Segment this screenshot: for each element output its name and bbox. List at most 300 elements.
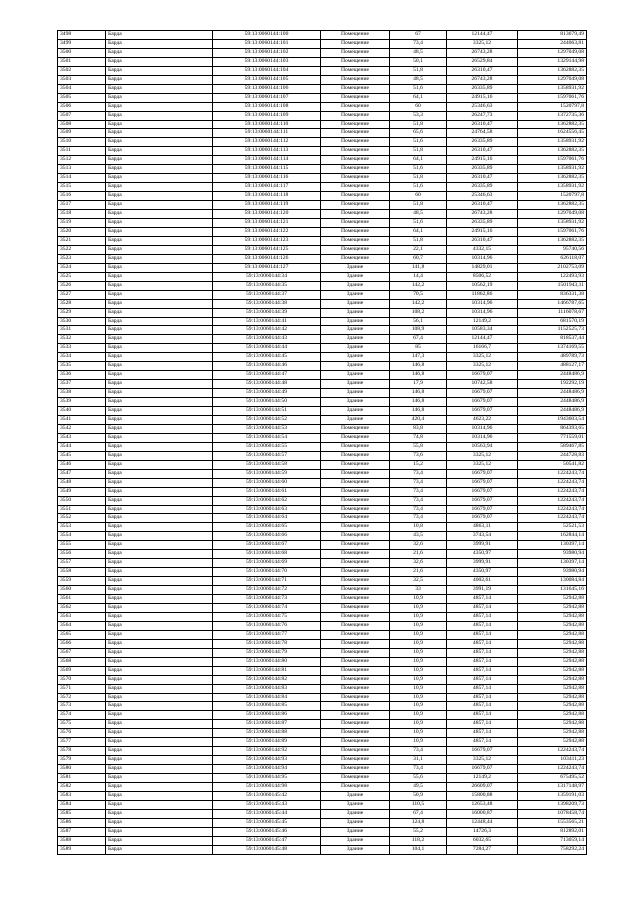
cell-cadastral-value: 681570,19 [518, 317, 587, 326]
cell-object-type: Здание [321, 845, 390, 854]
cell-unit-price: 4857,14 [447, 657, 518, 666]
cell-city: Барда [106, 639, 213, 648]
cell-city: Барда [106, 272, 213, 281]
cell-row-number: 3537 [58, 380, 106, 389]
cell-unit-price: 4857,14 [447, 684, 518, 693]
table-row [58, 380, 587, 389]
cell-area: 10,9 [390, 595, 447, 604]
cell-unit-price: 24915,16 [447, 93, 518, 102]
cell-row-number: 3517 [58, 201, 106, 210]
cell-cadastral-number: 59:13:0060144:54 [213, 433, 321, 442]
cell-unit-price: 3999,91 [447, 559, 518, 568]
cell-cadastral-value: 1297049,08 [518, 210, 587, 219]
table-row [58, 183, 587, 192]
cell-area: 51,6 [390, 84, 447, 93]
cell-unit-price: 10742,58 [447, 380, 518, 389]
cell-unit-price: 4857,14 [447, 711, 518, 720]
cell-cadastral-value: 1224243,74 [518, 487, 587, 496]
cell-unit-price: 16679,07 [447, 478, 518, 487]
cell-cadastral-value: 1362882,35 [518, 236, 587, 245]
table-row [58, 281, 587, 290]
cell-row-number: 3516 [58, 192, 106, 201]
cell-city: Барда [106, 532, 213, 541]
table-row [58, 630, 587, 639]
cell-cadastral-number: 59:13:0060144:106 [213, 84, 321, 93]
cell-cadastral-value: 1597061,76 [518, 93, 587, 102]
cell-row-number: 3543 [58, 433, 106, 442]
cell-cadastral-value: 1152525,73 [518, 326, 587, 335]
cell-area: 108,9 [390, 326, 447, 335]
cell-cadastral-number: 59:13:0060144:55 [213, 442, 321, 451]
cell-unit-price: 24915,16 [447, 156, 518, 165]
table-row [58, 774, 587, 783]
cell-area: 50,9 [390, 792, 447, 801]
cell-area: 32,5 [390, 577, 447, 586]
cell-city: Барда [106, 559, 213, 568]
cell-unit-price: 10314,96 [447, 254, 518, 263]
cell-unit-price: 4857,14 [447, 630, 518, 639]
cell-row-number: 3549 [58, 487, 106, 496]
cell-area: 64,1 [390, 227, 447, 236]
cell-unit-price: 4857,14 [447, 693, 518, 702]
cell-area: 85 [390, 344, 447, 353]
cell-unit-price: 4857,14 [447, 729, 518, 738]
cell-object-type: Здание [321, 818, 390, 827]
cell-row-number: 3545 [58, 451, 106, 460]
cell-unit-price: 3325,12 [447, 39, 518, 48]
property-table [57, 30, 587, 855]
cell-city: Барда [106, 675, 213, 684]
cell-city: Барда [106, 174, 213, 183]
cell-unit-price: 16679,07 [447, 371, 518, 380]
cell-row-number: 3499 [58, 39, 106, 48]
cell-row-number: 3508 [58, 120, 106, 129]
cell-city: Барда [106, 505, 213, 514]
cell-cadastral-number: 59:13:0060145:47 [213, 836, 321, 845]
table-row [58, 57, 587, 66]
cell-object-type: Помещение [321, 765, 390, 774]
cell-cadastral-number: 59:13:0060144:116 [213, 174, 321, 183]
cell-row-number: 3560 [58, 586, 106, 595]
cell-unit-price: 10314,96 [447, 433, 518, 442]
cell-city: Барда [106, 451, 213, 460]
cell-cadastral-number: 59:13:0060144:52 [213, 415, 321, 424]
cell-unit-price: 12144,47 [447, 31, 518, 40]
cell-cadastral-number: 59:13:0060144:120 [213, 210, 321, 219]
cell-cadastral-value: 130397,14 [518, 541, 587, 550]
cell-cadastral-value: 1624556,45 [518, 129, 587, 138]
cell-area: 141,8 [390, 263, 447, 272]
cell-area: 49,5 [390, 783, 447, 792]
cell-cadastral-value: 52942,88 [518, 612, 587, 621]
cell-area: 10,9 [390, 604, 447, 613]
cell-city: Барда [106, 568, 213, 577]
cell-object-type: Помещение [321, 514, 390, 523]
cell-area: 73,6 [390, 451, 447, 460]
cell-cadastral-number: 59:13:0060145:44 [213, 809, 321, 818]
cell-cadastral-value: 52942,88 [518, 639, 587, 648]
cell-row-number: 3571 [58, 684, 106, 693]
cell-unit-price: 4623,22 [447, 415, 518, 424]
cell-area: 43,5 [390, 532, 447, 541]
cell-row-number: 3503 [58, 75, 106, 84]
table-row [58, 487, 587, 496]
cell-cadastral-value: 2448486,9 [518, 371, 587, 380]
cell-cadastral-value: 2448486,9 [518, 398, 587, 407]
table-row [58, 66, 587, 75]
cell-unit-price: 4857,14 [447, 648, 518, 657]
cell-cadastral-number: 59:13:0060144:119 [213, 201, 321, 210]
cell-object-type: Помещение [321, 57, 390, 66]
table-row [58, 541, 587, 550]
table-row [58, 639, 587, 648]
cell-city: Барда [106, 684, 213, 693]
cell-cadastral-number: 59:13:0060144:104 [213, 66, 321, 75]
cell-area: 67,4 [390, 809, 447, 818]
table-body [58, 31, 587, 855]
cell-city: Барда [106, 48, 213, 57]
cell-cadastral-number: 59:13:0060144:85 [213, 702, 321, 711]
cell-cadastral-number: 59:13:0060144:80 [213, 657, 321, 666]
cell-city: Барда [106, 84, 213, 93]
cell-unit-price: 16166,7 [447, 344, 518, 353]
cell-cadastral-number: 59:13:0060145:46 [213, 827, 321, 836]
table-row [58, 317, 587, 326]
table-row [58, 156, 587, 165]
table-row [58, 254, 587, 263]
cell-cadastral-number: 59:13:0060144:98 [213, 783, 321, 792]
cell-object-type: Помещение [321, 738, 390, 747]
cell-object-type: Помещение [321, 120, 390, 129]
cell-city: Барда [106, 827, 213, 836]
cell-row-number: 3570 [58, 675, 106, 684]
cell-row-number: 3500 [58, 48, 106, 57]
table-row [58, 451, 587, 460]
cell-cadastral-value: 52942,88 [518, 684, 587, 693]
cell-row-number: 3519 [58, 219, 106, 228]
cell-unit-price: 26529,84 [447, 57, 518, 66]
cell-cadastral-value: 589467,85 [518, 442, 587, 451]
cell-row-number: 3539 [58, 398, 106, 407]
cell-object-type: Помещение [321, 711, 390, 720]
cell-cadastral-number: 59:13:0060144:121 [213, 219, 321, 228]
cell-area: 31,1 [390, 756, 447, 765]
cell-cadastral-number: 59:13:0060144:126 [213, 254, 321, 263]
table-row [58, 362, 587, 371]
cell-cadastral-number: 59:13:0060144:125 [213, 245, 321, 254]
cell-city: Барда [106, 31, 213, 40]
cell-area: 10,9 [390, 648, 447, 657]
cell-cadastral-value: 130397,14 [518, 559, 587, 568]
cell-area: 110,5 [390, 800, 447, 809]
cell-unit-price: 4857,14 [447, 621, 518, 630]
cell-cadastral-value: 52942,88 [518, 702, 587, 711]
cell-unit-price: 4857,14 [447, 595, 518, 604]
cell-object-type: Помещение [321, 532, 390, 541]
cell-object-type: Помещение [321, 460, 390, 469]
cell-cadastral-value: 130084,84 [518, 577, 587, 586]
cell-object-type: Здание [321, 827, 390, 836]
cell-area: 67,4 [390, 335, 447, 344]
cell-unit-price: 25346,63 [447, 192, 518, 201]
cell-city: Барда [106, 586, 213, 595]
cell-row-number: 3568 [58, 657, 106, 666]
table-row [58, 219, 587, 228]
cell-unit-price: 12149,2 [447, 774, 518, 783]
table-row [58, 648, 587, 657]
table-row [58, 299, 587, 308]
table-row [58, 84, 587, 93]
cell-area: 10,9 [390, 675, 447, 684]
cell-area: 73,4 [390, 478, 447, 487]
table-row [58, 738, 587, 747]
cell-cadastral-number: 59:13:0060144:60 [213, 478, 321, 487]
cell-object-type: Здание [321, 800, 390, 809]
table-row [58, 666, 587, 675]
cell-area: 104,1 [390, 845, 447, 854]
cell-cadastral-number: 59:13:0060144:79 [213, 648, 321, 657]
cell-object-type: Помещение [321, 227, 390, 236]
cell-area: 108,2 [390, 308, 447, 317]
cell-city: Барда [106, 693, 213, 702]
cell-row-number: 3578 [58, 747, 106, 756]
cell-city: Барда [106, 219, 213, 228]
cell-cadastral-value: 1358931,92 [518, 138, 587, 147]
cell-city: Барда [106, 210, 213, 219]
cell-city: Барда [106, 263, 213, 272]
cell-area: 142,2 [390, 281, 447, 290]
table-row [58, 478, 587, 487]
cell-object-type: Здание [321, 792, 390, 801]
cell-unit-price: 3325,12 [447, 460, 518, 469]
cell-city: Барда [106, 702, 213, 711]
cell-row-number: 3552 [58, 514, 106, 523]
cell-cadastral-number: 59:13:0060144:86 [213, 711, 321, 720]
cell-unit-price: 26310,47 [447, 120, 518, 129]
cell-cadastral-value: 1374169,55 [518, 344, 587, 353]
cell-city: Барда [106, 183, 213, 192]
table-row [58, 577, 587, 586]
cell-city: Барда [106, 792, 213, 801]
cell-cadastral-value: 488127,17 [518, 362, 587, 371]
cell-cadastral-value: 52942,88 [518, 729, 587, 738]
cell-city: Барда [106, 227, 213, 236]
cell-unit-price: 24764,58 [447, 129, 518, 138]
cell-object-type: Помещение [321, 201, 390, 210]
table-row [58, 93, 587, 102]
table-row [58, 514, 587, 523]
cell-object-type: Здание [321, 371, 390, 380]
cell-area: 65,6 [390, 129, 447, 138]
cell-cadastral-number: 59:13:0060144:122 [213, 227, 321, 236]
cell-cadastral-value: 52942,88 [518, 675, 587, 684]
cell-city: Барда [106, 541, 213, 550]
cell-unit-price: 26743,28 [447, 75, 518, 84]
cell-city: Барда [106, 353, 213, 362]
cell-cadastral-value: 1362882,35 [518, 147, 587, 156]
cell-row-number: 3523 [58, 254, 106, 263]
cell-row-number: 3501 [58, 57, 106, 66]
cell-city: Барда [106, 66, 213, 75]
cell-area: 118,2 [390, 836, 447, 845]
cell-object-type: Помещение [321, 442, 390, 451]
cell-cadastral-value: 1224243,74 [518, 747, 587, 756]
cell-object-type: Здание [321, 389, 390, 398]
cell-object-type: Здание [321, 317, 390, 326]
cell-cadastral-number: 59:13:0060144:83 [213, 684, 321, 693]
cell-cadastral-value: 52942,88 [518, 595, 587, 604]
table-row [58, 765, 587, 774]
cell-object-type: Помещение [321, 39, 390, 48]
table-row [58, 523, 587, 532]
cell-object-type: Помещение [321, 684, 390, 693]
cell-city: Барда [106, 478, 213, 487]
cell-city: Барда [106, 836, 213, 845]
cell-cadastral-number: 59:13:0060144:93 [213, 756, 321, 765]
cell-city: Барда [106, 102, 213, 111]
table-row [58, 344, 587, 353]
table-row [58, 335, 587, 344]
cell-object-type: Помещение [321, 111, 390, 120]
cell-row-number: 3584 [58, 800, 106, 809]
cell-city: Барда [106, 630, 213, 639]
cell-cadastral-number: 59:13:0060144:108 [213, 102, 321, 111]
cell-cadastral-number: 59:13:0060144:123 [213, 236, 321, 245]
cell-city: Барда [106, 281, 213, 290]
cell-cadastral-number: 59:13:0060144:88 [213, 729, 321, 738]
cell-area: 51,8 [390, 120, 447, 129]
cell-area: 73,4 [390, 514, 447, 523]
cell-area: 33 [390, 586, 447, 595]
cell-cadastral-value: 1078458,74 [518, 809, 587, 818]
cell-area: 10,9 [390, 738, 447, 747]
cell-cadastral-value: 818537,44 [518, 335, 587, 344]
cell-row-number: 3589 [58, 845, 106, 854]
cell-row-number: 3561 [58, 595, 106, 604]
cell-area: 147,3 [390, 353, 447, 362]
cell-cadastral-number: 59:13:0060145:48 [213, 845, 321, 854]
cell-area: 48,5 [390, 75, 447, 84]
cell-unit-price: 3325,12 [447, 362, 518, 371]
cell-cadastral-value: 758292,24 [518, 845, 587, 854]
cell-object-type: Здание [321, 263, 390, 272]
cell-city: Барда [106, 236, 213, 245]
cell-area: 10,9 [390, 702, 447, 711]
cell-city: Барда [106, 774, 213, 783]
cell-cadastral-value: 52942,88 [518, 666, 587, 675]
cell-cadastral-number: 59:13:0060144:35 [213, 281, 321, 290]
cell-object-type: Помещение [321, 66, 390, 75]
cell-city: Барда [106, 765, 213, 774]
cell-area: 74,8 [390, 433, 447, 442]
cell-unit-price: 16679,07 [447, 505, 518, 514]
cell-area: 142,2 [390, 299, 447, 308]
cell-object-type: Помещение [321, 586, 390, 595]
cell-cadastral-number: 59:13:0060144:81 [213, 666, 321, 675]
cell-object-type: Здание [321, 272, 390, 281]
cell-object-type: Помещение [321, 48, 390, 57]
cell-unit-price: 16679,07 [447, 487, 518, 496]
cell-area: 10,9 [390, 639, 447, 648]
cell-row-number: 3498 [58, 31, 106, 40]
cell-cadastral-value: 1317148,97 [518, 783, 587, 792]
cell-row-number: 3540 [58, 407, 106, 416]
table-row [58, 836, 587, 845]
cell-cadastral-number: 59:13:0060144:70 [213, 568, 321, 577]
cell-area: 51,8 [390, 201, 447, 210]
table-row [58, 245, 587, 254]
cell-object-type: Помещение [321, 129, 390, 138]
cell-city: Барда [106, 809, 213, 818]
cell-cadastral-number: 59:13:0060144:37 [213, 290, 321, 299]
cell-unit-price: 3999,91 [447, 541, 518, 550]
cell-object-type: Помещение [321, 621, 390, 630]
cell-area: 73,4 [390, 505, 447, 514]
cell-row-number: 3527 [58, 290, 106, 299]
cell-cadastral-value: 52942,88 [518, 648, 587, 657]
cell-object-type: Здание [321, 326, 390, 335]
cell-city: Барда [106, 487, 213, 496]
cell-cadastral-number: 59:13:0060144:62 [213, 496, 321, 505]
cell-cadastral-value: 1398209,73 [518, 800, 587, 809]
cell-row-number: 3587 [58, 827, 106, 836]
cell-row-number: 3546 [58, 460, 106, 469]
cell-unit-price: 26310,47 [447, 66, 518, 75]
table-row [58, 693, 587, 702]
cell-object-type: Помещение [321, 666, 390, 675]
cell-area: 55,6 [390, 774, 447, 783]
cell-object-type: Помещение [321, 783, 390, 792]
cell-unit-price: 12149,2 [447, 317, 518, 326]
cell-unit-price: 10314,96 [447, 299, 518, 308]
cell-object-type: Помещение [321, 541, 390, 550]
cell-unit-price: 16679,07 [447, 407, 518, 416]
cell-object-type: Помещение [321, 675, 390, 684]
cell-area: 420,4 [390, 415, 447, 424]
cell-object-type: Здание [321, 299, 390, 308]
cell-cadastral-number: 59:13:0060144:112 [213, 138, 321, 147]
cell-object-type: Помещение [321, 693, 390, 702]
table-row [58, 102, 587, 111]
cell-object-type: Помещение [321, 165, 390, 174]
cell-unit-price: 16679,07 [447, 747, 518, 756]
cell-row-number: 3580 [58, 765, 106, 774]
cell-cadastral-value: 1362882,35 [518, 174, 587, 183]
cell-cadastral-number: 59:13:0060144:110 [213, 120, 321, 129]
cell-object-type: Помещение [321, 729, 390, 738]
cell-area: 67 [390, 31, 447, 40]
table-row [58, 657, 587, 666]
cell-city: Барда [106, 756, 213, 765]
cell-area: 51,6 [390, 138, 447, 147]
cell-cadastral-value: 131645,16 [518, 586, 587, 595]
cell-area: 51,8 [390, 147, 447, 156]
cell-area: 55,2 [390, 827, 447, 836]
cell-unit-price: 14726,3 [447, 827, 518, 836]
cell-cadastral-value: 122493,93 [518, 272, 587, 281]
cell-area: 10,9 [390, 720, 447, 729]
cell-cadastral-number: 59:13:0060144:34 [213, 272, 321, 281]
cell-area: 21,6 [390, 568, 447, 577]
cell-row-number: 3574 [58, 711, 106, 720]
cell-object-type: Помещение [321, 433, 390, 442]
cell-row-number: 3581 [58, 774, 106, 783]
cell-area: 32,6 [390, 559, 447, 568]
cell-unit-price: 26310,47 [447, 147, 518, 156]
cell-unit-price: 24915,16 [447, 227, 518, 236]
cell-unit-price: 4857,14 [447, 612, 518, 621]
cell-cadastral-number: 59:13:0060144:74 [213, 604, 321, 613]
